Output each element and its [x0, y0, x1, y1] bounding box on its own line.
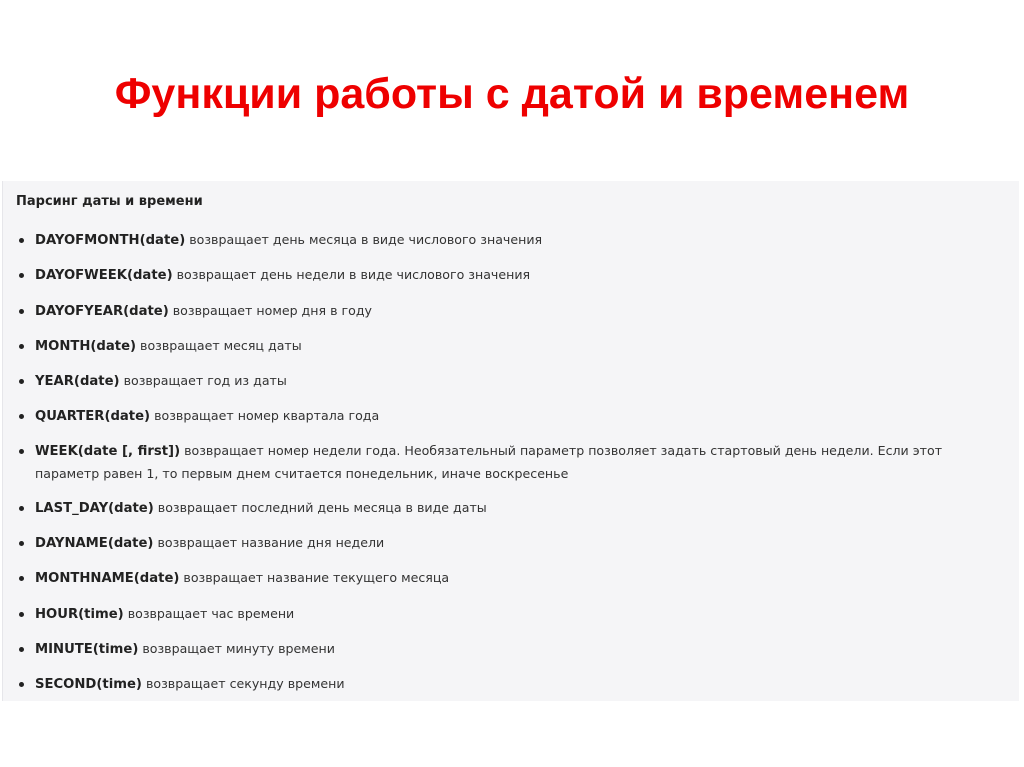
list-item-dayofmonth: [35, 229, 1005, 252]
bullet-icon: [19, 541, 24, 546]
content-panel: [2, 181, 1019, 701]
function-description: возвращает номер дня в году: [168, 303, 372, 318]
bullet-icon: [19, 682, 24, 687]
function-name: MONTHNAME(date): [35, 571, 180, 586]
function-name: SECOND(time): [35, 677, 142, 692]
function-name: HOUR(time): [35, 607, 124, 622]
function-description: возвращает месяц даты: [136, 338, 302, 353]
bullet-icon: [19, 379, 24, 384]
function-description: возвращает час времени: [123, 606, 295, 621]
bullet-icon: [19, 612, 24, 617]
bullet-icon: [19, 238, 24, 243]
list-item-dayofweek: [35, 264, 1005, 287]
list-item-quarter: [35, 405, 1005, 428]
function-description: возвращает название дня недели: [153, 535, 385, 550]
bullet-icon: [19, 647, 24, 652]
bullet-icon: [19, 506, 24, 511]
function-description: возвращает номер квартала года: [150, 408, 380, 423]
bullet-icon: [19, 273, 24, 278]
function-name: LAST_DAY(date): [35, 501, 154, 516]
bullet-icon: [19, 414, 24, 419]
function-description: возвращает номер недели года. Необязательный параметр позволяет задать стартовый день недели. Если этот параметр равен 1, то первым днем считается понедельник, иначе воскресенье: [35, 443, 943, 481]
function-name: DAYOFWEEK(date): [35, 268, 173, 283]
function-name: WEEK(date [, first]): [35, 444, 181, 459]
list-item-year: [35, 370, 1005, 393]
function-name: DAYNAME(date): [35, 536, 154, 551]
list-item-dayofyear: [35, 300, 1005, 323]
bullet-icon: [19, 309, 24, 314]
list-item-second: [35, 673, 1005, 696]
bullet-icon: [19, 449, 24, 454]
function-name: DAYOFYEAR(date): [35, 304, 169, 319]
function-description: возвращает секунду времени: [141, 676, 345, 691]
function-name: DAYOFMONTH(date): [35, 233, 186, 248]
list-item-dayname: [35, 532, 1005, 555]
function-name: MONTH(date): [35, 339, 137, 354]
function-description: возвращает минуту времени: [138, 641, 335, 656]
bullet-icon: [19, 576, 24, 581]
function-description: возвращает год из даты: [119, 373, 287, 388]
function-description: возвращает последний день месяца в виде даты: [153, 500, 487, 515]
function-name: MINUTE(time): [35, 642, 139, 657]
slide-title: Функции работы с датой и временем: [114, 70, 910, 118]
function-name: YEAR(date): [35, 374, 120, 389]
section-heading: Парсинг даты и времени: [16, 194, 203, 209]
list-item-last-day: [35, 497, 1005, 520]
list-item-monthname: [35, 567, 1005, 590]
list-item-month: [35, 335, 1005, 358]
function-name: QUARTER(date): [35, 409, 151, 424]
list-item-hour: [35, 603, 1005, 626]
function-description: возвращает название текущего месяца: [179, 570, 450, 585]
list-item-minute: [35, 638, 1005, 661]
list-item-week: [35, 440, 1005, 485]
function-description: возвращает день недели в виде числового значения: [172, 267, 531, 282]
bullet-icon: [19, 344, 24, 349]
function-description: возвращает день месяца в виде числового значения: [185, 232, 543, 247]
